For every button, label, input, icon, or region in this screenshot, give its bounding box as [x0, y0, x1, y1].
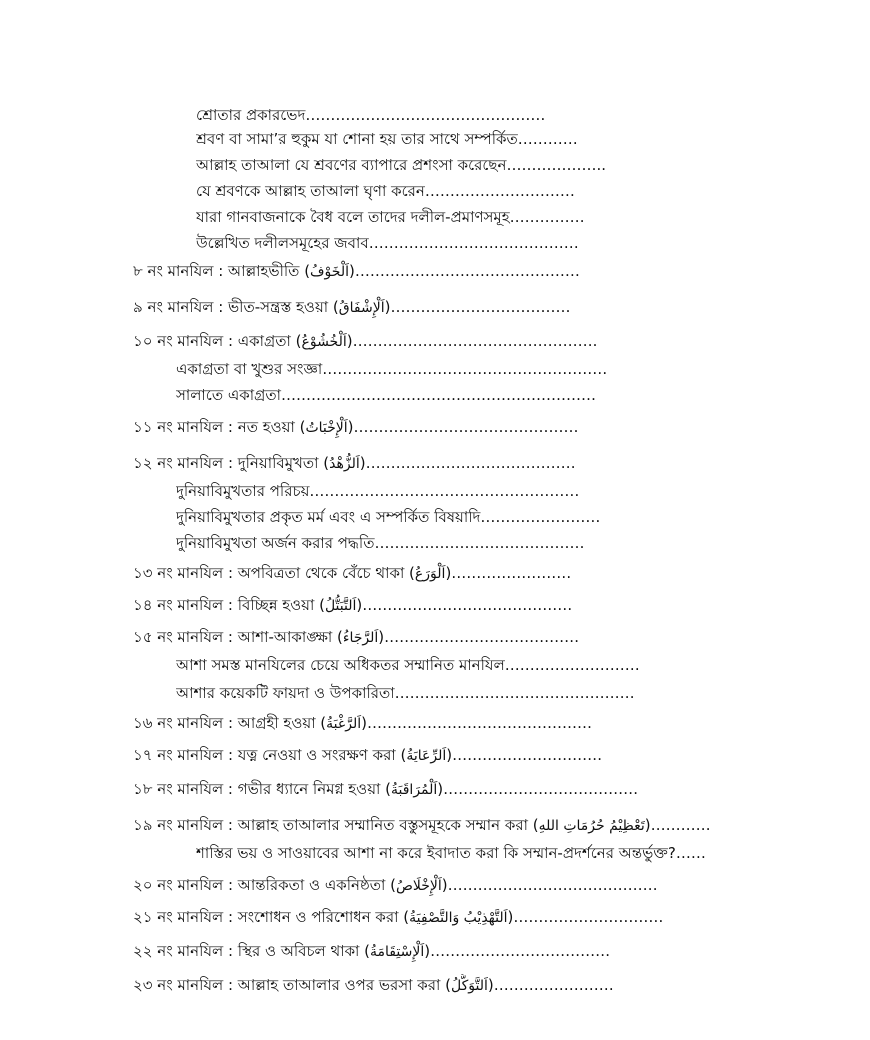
toc-entry-leader-dots: ……………: [509, 208, 585, 226]
toc-entry-leader-dots: ……………………………………: [365, 454, 576, 472]
toc-entry-leader-dots: …………………………………: [384, 628, 580, 646]
toc-entry-title: ১৬ নং মানযিল : আগ্রহী হওয়া (: [133, 714, 327, 732]
toc-entry: [133, 626, 579, 648]
toc-entry-leader-dots: ……………………: [493, 976, 614, 994]
toc-entry-arabic-term: اَلتَّبَتُّلُ: [324, 598, 357, 614]
toc-entry-leader-dots: ……………………………………: [362, 596, 573, 614]
toc-entry-title: ১১ নং মানযিল : নত হওয়া (: [133, 418, 306, 436]
toc-entry-leader-dots: …………………………: [452, 746, 603, 764]
toc-entry: [196, 154, 606, 176]
toc-entry-close-paren: ): [346, 332, 353, 350]
toc-entry-title: ১৪ নং মানযিল : বিচ্ছিন্ন হওয়া (: [133, 596, 325, 614]
toc-entry-title: ২০ নং মানযিল : আন্তরিকতা ও একনিষ্ঠতা (: [133, 876, 396, 894]
toc-entry-close-paren: ): [507, 908, 514, 926]
toc-entry-title: দুনিয়াবিমুখতার পরিচয়: [176, 482, 310, 500]
toc-entry-title: আল্লাহ তাআলা যে শ্রবণের ব্যাপারে প্রশংসা করেছেন: [196, 156, 507, 174]
toc-entry-title: ১৮ নং মানযিল : গভীর ধ্যানে নিমগ্ন হওয়া (: [133, 780, 391, 798]
toc-entry-title: ১৩ নং মানযিল : অপবিত্রতা থেকে বেঁচে থাকা (: [133, 564, 415, 582]
toc-entry: [196, 842, 706, 864]
toc-entry-close-paren: ): [348, 262, 355, 280]
toc-entry-leader-dots: ………………………………………….: [352, 332, 598, 350]
toc-entry-title: দুনিয়াবিমুখতার প্রকৃত মর্ম এবং এ সম্পর্কিত বিষয়াদি: [176, 508, 481, 526]
toc-entry-title: ৮ নং মানযিল : আল্লাহভীতি (: [133, 262, 311, 280]
toc-entry-close-paren: ): [378, 628, 385, 646]
toc-entry: [133, 260, 580, 282]
toc-entry-close-paren: ): [384, 298, 391, 316]
toc-entry-leader-dots: ……………………………………: [374, 534, 585, 552]
toc-entry: [176, 480, 579, 502]
toc-entry-leader-dots: ……………………………………: [368, 234, 579, 252]
toc-entry-leader-dots: ………………………………………: [366, 714, 592, 732]
toc-entry: [176, 358, 607, 380]
toc-entry: [133, 814, 711, 836]
toc-entry-leader-dots: …………………………: [424, 182, 575, 200]
toc-entry: [133, 594, 572, 616]
toc-entry-leader-dots: …………………………: [513, 908, 664, 926]
toc-entry-arabic-term: اَلْإِسْتِقَامَةُ: [370, 944, 425, 960]
toc-entry: [133, 330, 597, 352]
toc-entry: [133, 416, 579, 438]
toc-entry: [133, 712, 592, 734]
toc-entry: [176, 532, 584, 554]
toc-entry-leader-dots: ………………..: [506, 156, 606, 174]
toc-entry-title: ১৫ নং মানযিল : আশা-আকাঙ্ক্ষা (: [133, 628, 343, 646]
toc-entry: [196, 206, 585, 228]
toc-entry-close-paren: ): [445, 564, 452, 582]
toc-entry-leader-dots: ………………………………: [390, 298, 571, 316]
toc-entry-leader-dots: …………………………………………………: [322, 360, 608, 378]
toc-entry-leader-dots: ………………………………………: [354, 262, 580, 280]
toc-entry-leader-dots: ………………………………………………………: [280, 386, 596, 404]
toc-entry-title: যারা গানবাজনাকে বৈধ বলে তাদের দলীল-প্রমাণসমূহ: [196, 208, 510, 226]
toc-entry: [133, 778, 638, 800]
toc-entry-arabic-term: اَلتَّهْذِيْبُ وَالتَّصْفِيَةُ: [409, 910, 508, 926]
toc-entry-title: ২৩ নং মানযিল : আল্লাহ তাআলার ওপর ভরসা করা (: [133, 976, 452, 994]
toc-entry-title: শাস্তির ভয় ও সাওয়াবের আশা না করে ইবাদাত করা কি সম্মান-প্রদর্শনের অন্তর্ভুক্ত?: [196, 844, 676, 862]
toc-entry-leader-dots: …………………………………………: [394, 684, 635, 702]
toc-entry-arabic-term: اَلْوَرَعُ: [414, 566, 446, 582]
toc-entry-arabic-term: اَلْإِخْلَاصُ: [395, 878, 442, 894]
toc-entry: [133, 940, 610, 962]
toc-entry: [133, 874, 658, 896]
toc-entry: [133, 452, 576, 474]
toc-entry-arabic-term: اَلتَّوَكُّلُ: [451, 978, 488, 994]
toc-entry-title: ১০ নং মানযিল : একাগ্রতা (: [133, 332, 302, 350]
toc-entry: [133, 296, 570, 318]
toc-entry-close-paren: ): [359, 454, 366, 472]
toc-entry: [196, 128, 578, 150]
toc-entry: [133, 744, 602, 766]
toc-entry: [176, 384, 596, 406]
toc-entry-close-paren: ): [644, 816, 651, 834]
toc-entry-arabic-term: اَلْخُشُوْعُ: [301, 334, 347, 350]
toc-entry-title: আশার কয়েকটি ফায়দা ও উপকারিতা: [176, 684, 395, 702]
toc-entry-arabic-term: اَلرَّغْبَةُ: [326, 716, 362, 732]
toc-entry-title: উল্লেখিত দলীলসমূহের জবাব: [196, 234, 369, 252]
toc-entry-leader-dots: ………………………………………………: [309, 482, 580, 500]
toc-entry: [133, 906, 663, 928]
toc-entry-leader-dots: …………: [517, 130, 578, 148]
toc-entry-leader-dots: …………………………………………: [305, 106, 546, 124]
toc-entry-title: ১৭ নং মানযিল : যত্ন নেওয়া ও সংরক্ষণ করা (: [133, 746, 407, 764]
toc-entry-title: ৯ নং মানযিল : ভীত-সন্ত্রস্ত হওয়া (: [133, 298, 339, 316]
toc-entry: [133, 562, 571, 584]
toc-entry-arabic-term: اَلْمُرَاقَبَةُ: [391, 782, 438, 798]
toc-entry-arabic-term: اَلْخَوْفُ: [310, 264, 349, 280]
toc-entry-title: ২২ নং মানযিল : স্থির ও অবিচল থাকা (: [133, 942, 371, 960]
toc-entry-title: আশা সমস্ত মানযিলের চেয়ে অধিকতর সম্মানিত মানযিল: [176, 656, 505, 674]
toc-entry-leader-dots: …………………………………: [443, 780, 639, 798]
toc-entry-close-paren: ): [446, 746, 453, 764]
toc-entry-title: একাগ্রতা বা খুশুর সংজ্ঞা: [176, 360, 323, 378]
toc-entry-title: ২১ নং মানযিল : সংশোধন ও পরিশোধন করা (: [133, 908, 410, 926]
toc-entry: [176, 654, 640, 676]
toc-entry-close-paren: ): [437, 780, 444, 798]
toc-entry: [196, 104, 545, 126]
toc-entry-arabic-term: اَلْإِشْفَاقُ: [338, 300, 385, 316]
toc-entry-leader-dots: ……………………: [451, 564, 572, 582]
toc-entry-title: ১২ নং মানযিল : দুনিয়াবিমুখতা (: [133, 454, 330, 472]
toc-entry-leader-dots: ………………………………: [430, 942, 611, 960]
toc-entry: [196, 232, 579, 254]
toc-entry: [133, 974, 614, 996]
toc-entry-leader-dots: ……………………: [480, 508, 601, 526]
toc-entry-leader-dots: …………: [650, 816, 711, 834]
toc-entry-title: ১৯ নং মানযিল : আল্লাহ তাআলার সম্মানিত বস্তুসমূহকে সম্মান করা (: [133, 816, 539, 834]
toc-entry-close-paren: ): [356, 596, 363, 614]
toc-entry: [176, 506, 600, 528]
toc-entry-close-paren: ): [361, 714, 367, 732]
toc-entry-close-paren: ): [347, 418, 354, 436]
toc-entry-leader-dots: ………………………………………: [353, 418, 579, 436]
toc-entry-title: যে শ্রবণকে আল্লাহ তাআলা ঘৃণা করেন: [196, 182, 425, 200]
toc-entry-title: সালাতে একাগ্রতা: [176, 386, 281, 404]
toc-entry-leader-dots: ……………………………………: [447, 876, 658, 894]
toc-entry-arabic-term: اَلزُّهْدُ: [329, 456, 360, 472]
toc-entry-leader-dots: ………………………: [504, 656, 640, 674]
toc-entry: [196, 180, 575, 202]
toc-entry-arabic-term: اَلْإِخْبَاتُ: [305, 420, 348, 436]
toc-entry-close-paren: ): [487, 976, 494, 994]
toc-entry-arabic-term: تَعْظِيْمُ حُرُمَاتِ اللهِ: [538, 818, 645, 834]
toc-entry-close-paren: ): [441, 876, 448, 894]
toc-entry: [176, 682, 635, 704]
toc-entry-close-paren: ): [424, 942, 431, 960]
toc-entry-title: শ্রোতার প্রকারভেদ: [196, 106, 306, 124]
toc-entry-title: শ্রবণ বা সামা’র হুকুম যা শোনা হয় তার সাথে সম্পর্কিত: [196, 130, 518, 148]
toc-entry-arabic-term: اَلرَّجَاءُ: [342, 630, 379, 646]
toc-entry-leader-dots: ……: [675, 844, 706, 862]
toc-entry-title: দুনিয়াবিমুখতা অর্জন করার পদ্ধতি: [176, 534, 375, 552]
toc-entry-arabic-term: اَلرِّعَايَةُ: [406, 748, 447, 764]
